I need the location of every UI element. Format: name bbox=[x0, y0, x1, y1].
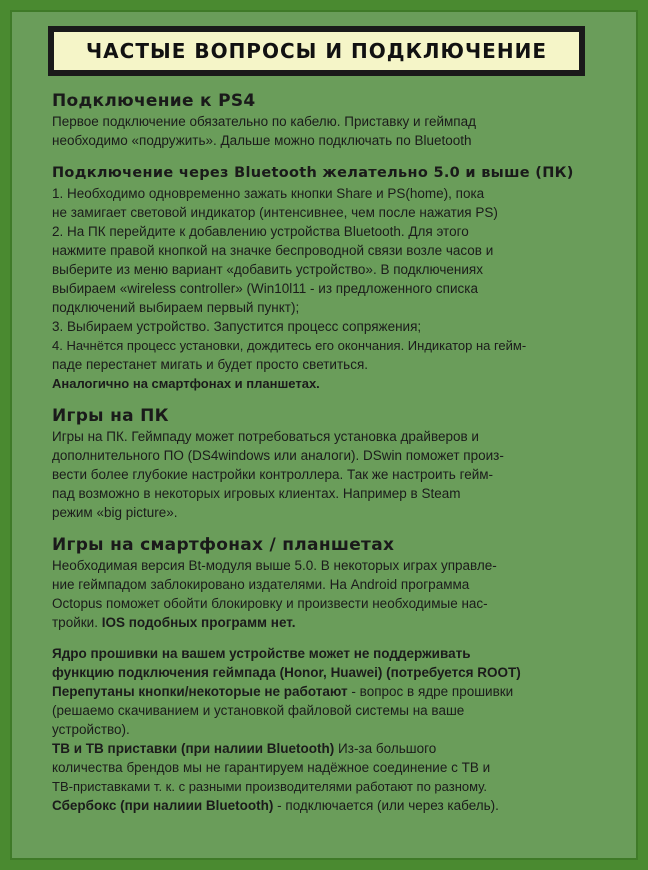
pc-line: Игры на ПК. Геймпаду может потребоваться установка драйверов и bbox=[52, 429, 479, 444]
mobile-bold-tail: IOS подобных программ нет. bbox=[101, 615, 296, 630]
buttons-note bbox=[52, 682, 612, 701]
mobile-line-last bbox=[52, 613, 612, 632]
tv-note-line: количества брендов мы не гарантируем надёжное соединение с ТВ и bbox=[52, 760, 491, 775]
bt-bold-line: Аналогично на смартфонах и планшетах. bbox=[52, 376, 320, 391]
mobile-line: Octopus поможет обойти блокировку и произвести необходимые нас- bbox=[52, 596, 488, 611]
bt-line: выберите из меню вариант «добавить устройство». В подключениях bbox=[52, 262, 483, 277]
title-panel bbox=[54, 32, 579, 70]
mobile-heading: Игры на смартфонах / планшетах bbox=[52, 535, 395, 555]
pc-line: пад возможно в некоторых игровых клиентах. Например в Steam bbox=[52, 486, 461, 501]
buttons-note-rest: - вопрос в ядре прошивки bbox=[347, 684, 514, 699]
tv-note-line: ТВ-приставками т. к. с разными производителями работают по разному. bbox=[52, 779, 487, 794]
bt-line: паде перестанет мигать и будет просто светиться. bbox=[52, 357, 369, 372]
mobile-line: ние геймпадом заблокировано издателями. На Android программа bbox=[52, 577, 470, 592]
mobile-line: Необходимая версия Bt-модуля выше 5.0. В некоторых играх управле- bbox=[52, 558, 497, 573]
buttons-note-bold: Перепутаны кнопки/некоторые не работают bbox=[52, 684, 348, 699]
faq-content bbox=[52, 90, 612, 815]
sber-note-bold: Сбербокс (при налиии Bluetooth) bbox=[52, 798, 274, 813]
mobile-line: тройки. bbox=[52, 615, 98, 630]
title-banner bbox=[48, 26, 585, 76]
bt-line: 1. Необходимо одновременно зажать кнопки Share и PS(home), пока bbox=[52, 186, 485, 201]
bt-line: нажмите правой кнопкой на значке беспроводной связи возле часов и bbox=[52, 243, 494, 258]
bt-line: 2. На ПК перейдите к добавлению устройства Bluetooth. Для этого bbox=[52, 224, 469, 239]
bt-line: выбираем «wireless controller» (Win10l11 - из предложенного списка bbox=[52, 281, 478, 296]
bt-line: подключений выбираем первый пункт); bbox=[52, 300, 300, 315]
buttons-note-line: устройство). bbox=[52, 722, 130, 737]
firmware-note: Ядро прошивки на вашем устройстве может не поддерживать bbox=[52, 646, 471, 661]
pc-line: дополнительного ПО (DS4windows или аналоги). DSwin поможет произ- bbox=[52, 448, 504, 463]
bt-line: не замигает световой индикатор (интенсивнее, чем после нажатия PS) bbox=[52, 205, 498, 220]
pc-line: вести более глубокие настройки контроллера. Так же настроить гейм- bbox=[52, 467, 494, 482]
firmware-note: функцию подключения геймпада (Honor, Huawei) (потребуется ROOT) bbox=[52, 665, 521, 680]
page-title: ЧАСТЫЕ ВОПРОСЫ И ПОДКЛЮЧЕНИЕ bbox=[86, 39, 547, 63]
ps4-line: необходимо «подружить». Дальше можно подключать по Bluetooth bbox=[52, 133, 472, 148]
bt-line: 4. Начнётся процесс установки, дождитесь его окончания. Индикатор на гейм- bbox=[52, 338, 527, 353]
bt-heading: Подключение через Bluetooth желательно 5.0 и выше (ПК) bbox=[52, 165, 574, 181]
bt-line: 3. Выбираем устройство. Запустится процесс сопряжения; bbox=[52, 319, 422, 334]
sber-note-rest: - подключается (или через кабель). bbox=[273, 798, 499, 813]
pc-heading: Игры на ПК bbox=[52, 406, 169, 426]
pc-line: режим «big picture». bbox=[52, 505, 178, 520]
tv-note-bold: ТВ и ТВ приставки (при налиии Bluetooth) bbox=[52, 741, 335, 756]
ps4-heading: Подключение к PS4 bbox=[52, 91, 256, 111]
buttons-note-line: (решаемо скачиванием и установкой файловой системы на ваше bbox=[52, 703, 465, 718]
ps4-line: Первое подключение обязательно по кабелю. Приставку и геймпад bbox=[52, 114, 476, 129]
tv-note bbox=[52, 739, 612, 758]
tv-note-rest: Из-за большого bbox=[334, 741, 437, 756]
sber-note bbox=[52, 796, 612, 815]
